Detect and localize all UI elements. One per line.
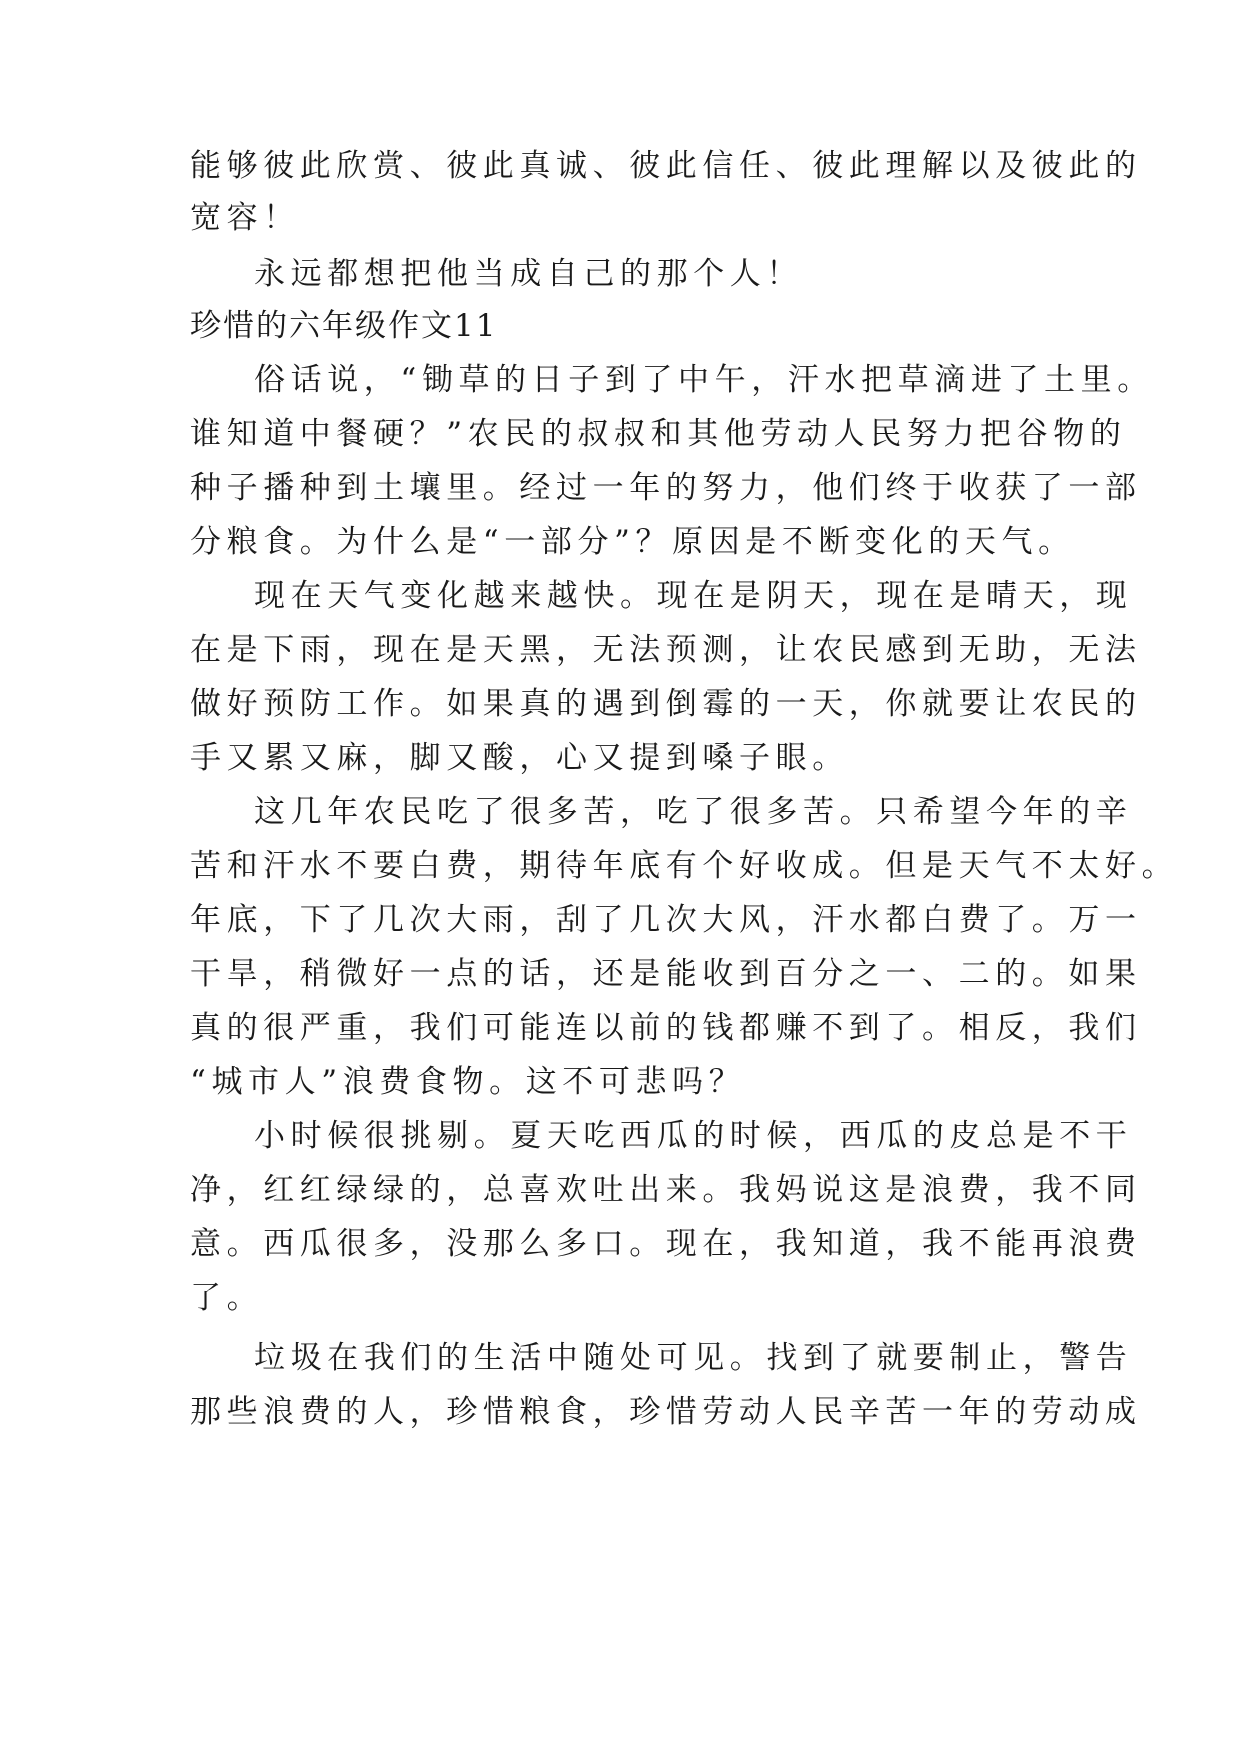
text-line: 做好预防工作。如果真的遇到倒霉的一天，你就要让农民的 — [190, 686, 1142, 722]
text-line: 小时候很挑剔。夏天吃西瓜的时候，西瓜的皮总是不干 — [254, 1118, 1133, 1154]
text-line: 永远都想把他当成自己的那个人！ — [254, 256, 803, 292]
section-heading: 珍惜的六年级作文11 — [190, 308, 498, 344]
text-line: 种子播种到土壤里。经过一年的努力，他们终于收获了一部 — [190, 470, 1142, 506]
text-line: 垃圾在我们的生活中随处可见。找到了就要制止，警告 — [254, 1340, 1133, 1376]
text-line: 手又累又麻，脚又酸，心又提到嗓子眼。 — [190, 740, 849, 776]
text-line: 宽容！ — [190, 200, 300, 236]
text-line: 年底，下了几次大雨，刮了几次大风，汗水都白费了。万一 — [190, 902, 1142, 938]
text-line: 这几年农民吃了很多苦，吃了很多苦。只希望今年的辛 — [254, 794, 1133, 830]
text-line: “城市人”浪费食物。这不可悲吗？ — [190, 1064, 746, 1100]
text-line: 苦和汗水不要白费，期待年底有个好收成。但是天气不太好。 — [190, 848, 1179, 884]
text-line: 那些浪费的人，珍惜粮食，珍惜劳动人民辛苦一年的劳动成 — [190, 1394, 1142, 1430]
text-line: 净，红红绿绿的，总喜欢吐出来。我妈说这是浪费，我不同 — [190, 1172, 1142, 1208]
text-line: 意。西瓜很多，没那么多口。现在，我知道，我不能再浪费 — [190, 1226, 1142, 1262]
text-line: 分粮食。为什么是“一部分”？原因是不断变化的天气。 — [190, 524, 1075, 560]
text-line: 俗话说，“锄草的日子到了中午，汗水把草滴进了土里。 — [254, 362, 1154, 398]
text-line: 真的很严重，我们可能连以前的钱都赚不到了。相反，我们 — [190, 1010, 1142, 1046]
text-line: 干旱，稍微好一点的话，还是能收到百分之一、二的。如果 — [190, 956, 1142, 992]
text-line: 了。 — [190, 1280, 264, 1316]
text-line: 能够彼此欣赏、彼此真诚、彼此信任、彼此理解以及彼此的 — [190, 148, 1142, 184]
text-line: 现在天气变化越来越快。现在是阴天，现在是晴天，现 — [254, 578, 1133, 614]
text-line: 在是下雨，现在是天黑，无法预测，让农民感到无助，无法 — [190, 632, 1142, 668]
text-line: 谁知道中餐硬？”农民的叔叔和其他劳动人民努力把谷物的 — [190, 416, 1127, 452]
